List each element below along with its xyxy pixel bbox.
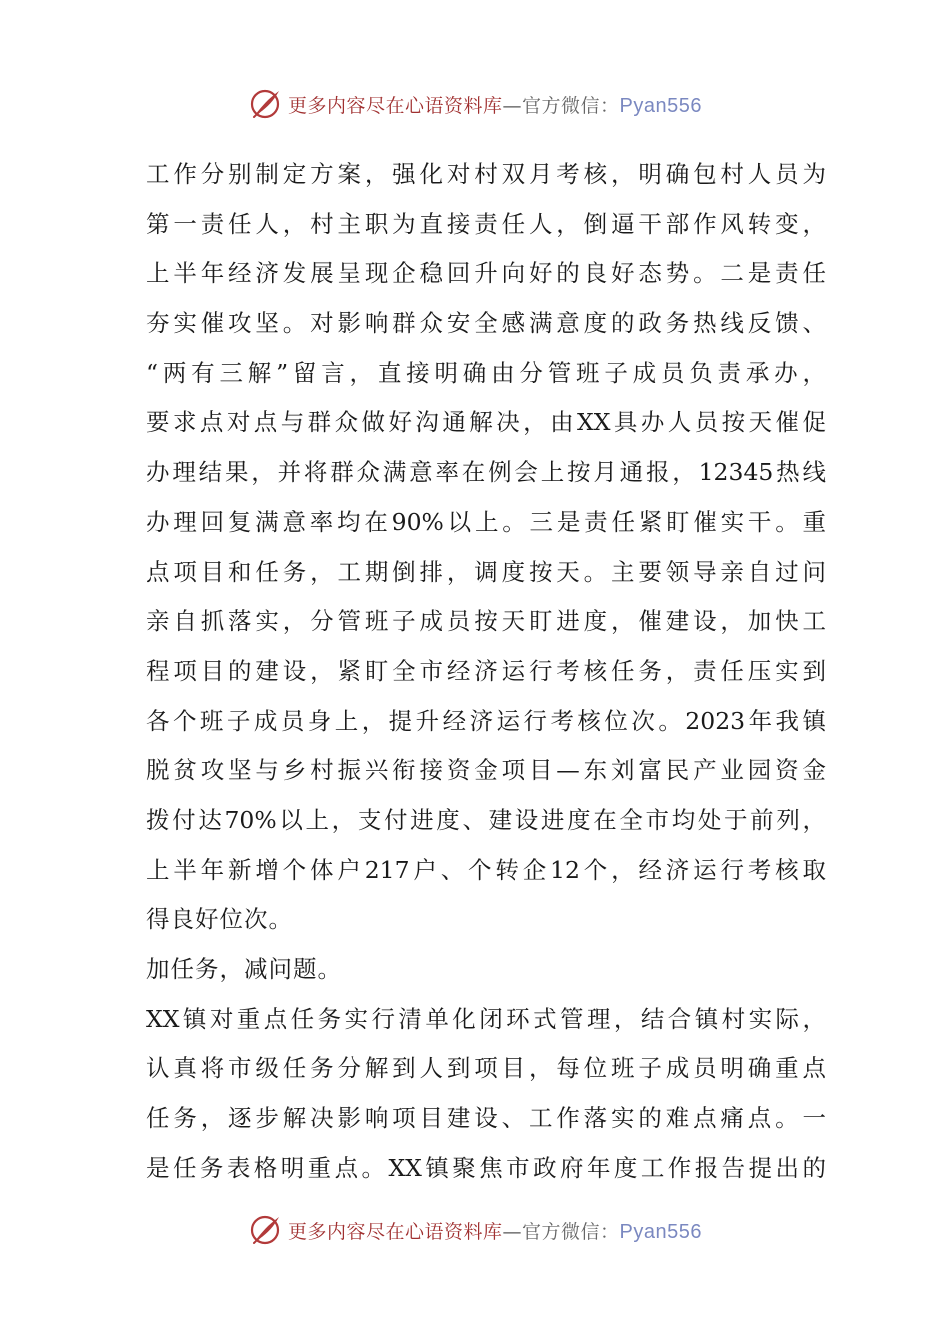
watermark-wechat-id: Pyan556	[619, 94, 702, 117]
text-line: 办理结果，并将群众满意率在例会上按月通报，12345热线	[146, 458, 826, 487]
watermark-dash: —	[502, 1220, 523, 1243]
document-body	[146, 150, 826, 1193]
section-heading: 加任务，减问题。	[146, 955, 342, 983]
text-line: 上半年经济发展呈现企稳回升向好的良好态势。二是责任	[146, 259, 826, 288]
watermark-site: 更多内容尽在心语资料库	[288, 1220, 503, 1243]
watermark-dash: —	[502, 94, 523, 117]
text-line: 脱贫攻坚与乡村振兴衔接资金项目—东刘富民产业园资金	[146, 756, 826, 785]
text-line: 上半年新增个体户217户、个转企12个，经济运行考核取	[146, 855, 826, 884]
text-line: 各个班子成员身上，提升经济运行考核位次。2023年我镇	[146, 706, 826, 735]
footer-watermark	[0, 1212, 950, 1248]
text-line: 第一责任人，村主职为直接责任人，倒逼干部作风转变，	[146, 209, 826, 238]
text-line: 亲自抓落实，分管班子成员按天盯进度，催建设，加快工	[146, 607, 826, 636]
text-line: XX镇对重点任务实行清单化闭环式管理，结合镇村实际，	[146, 1004, 826, 1033]
text-line: 办理回复满意率均在90%以上。三是责任紧盯催实干。重	[146, 507, 826, 536]
text-line: 工作分别制定方案，强化对村双月考核，明确包村人员为	[146, 160, 826, 188]
text-line: 要求点对点与群众做好沟通解决，由XX具办人员按天催促	[146, 408, 826, 437]
text-line: 认真将市级任务分解到人到项目，每位班子成员明确重点	[146, 1054, 826, 1083]
watermark-wechat-label: 官方微信：	[522, 94, 620, 117]
watermark-text	[288, 91, 702, 118]
quill-logo-icon	[248, 86, 284, 122]
watermark-text	[288, 1217, 702, 1244]
header-watermark	[0, 86, 950, 122]
watermark-wechat-id: Pyan556	[619, 1220, 702, 1243]
text-line: 得良好位次。	[146, 905, 293, 934]
text-line: 拨付达70%以上，支付进度、建设进度在全市均处于前列，	[146, 805, 826, 834]
text-line: 程项目的建设，紧盯全市经济运行考核任务，责任压实到	[146, 656, 826, 685]
text-line: 任务，逐步解决影响项目建设、工作落实的难点痛点。一	[146, 1104, 826, 1133]
quill-logo-icon	[248, 1212, 284, 1248]
text-line: 点项目和任务，工期倒排，调度按天。主要领导亲自过问	[146, 557, 826, 586]
text-line: “两有三解”留言，直接明确由分管班子成员负责承办，	[146, 358, 826, 387]
watermark-wechat-label: 官方微信：	[522, 1220, 620, 1243]
text-line: 是任务表格明重点。XX镇聚焦市政府年度工作报告提出的	[146, 1153, 826, 1182]
watermark-site: 更多内容尽在心语资料库	[288, 94, 503, 117]
text-line: 夯实催攻坚。对影响群众安全感满意度的政务热线反馈、	[146, 309, 826, 338]
